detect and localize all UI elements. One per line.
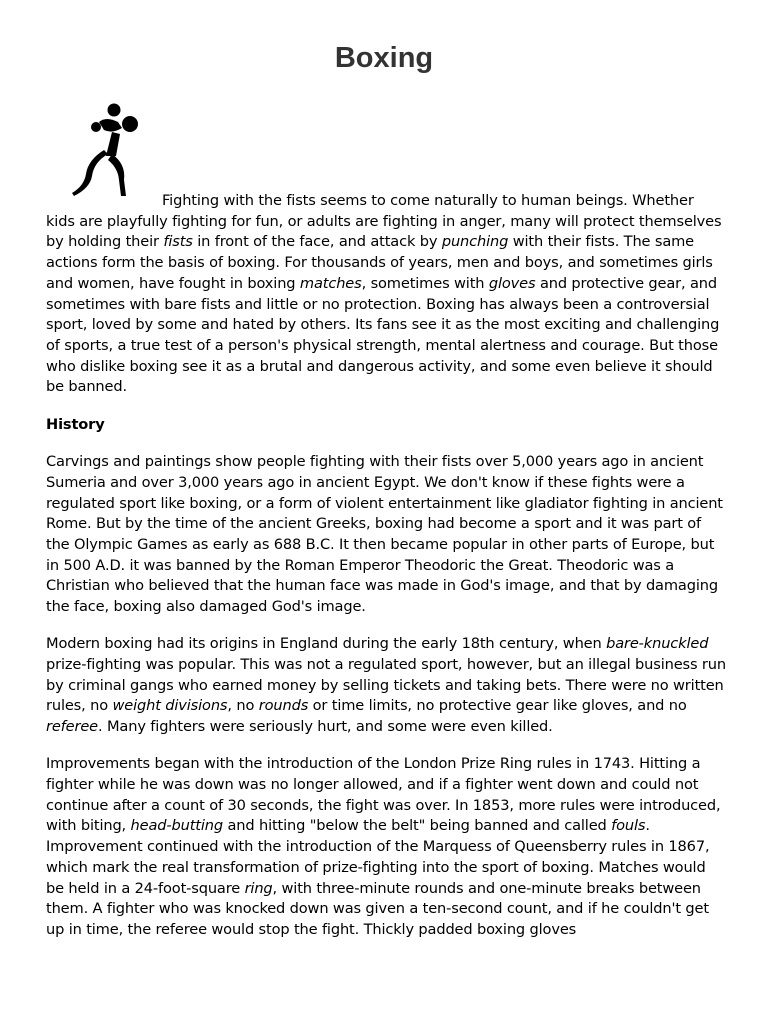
paragraph-3-text-run: head-butting <box>130 817 223 835</box>
paragraph-1 <box>46 452 726 618</box>
paragraph-2-text-run: . Many fighters were seriously hurt, and some were even killed. <box>98 718 553 736</box>
paragraph-3-text-run: and hitting "below the belt" being banned and called <box>222 817 612 835</box>
paragraph-1-text-run: Carvings and paintings show people fighting with their fists over 5,000 years ago in ancient Sumeria and over 3,000 years ago in ancient Egypt. We don't know if these fights were a regulated sport like boxing, or a form of violent entertainment like gladiator fighting in ancient Rome. But by the time of the ancient Greeks, boxing had become a sport and it was part of the Olympic Games as early as 688 B.C. It then became popular in other parts of Europe, but in 500 A.D. it was banned by the Roman Emperor Theodoric the Great. Theodoric was a Christian who believed that the human face was made in God's image, and that by damaging the face, boxing also damaged God's image. <box>46 453 723 616</box>
paragraph-3-text-run: Improvements began with the introduction of the London Prize Ring rules in 1743. Hitting a fighter while he was down was no longer allowed, and if a fighter went down and could not continue after a count of 30 seconds, the fight was over. In 1853, more rules were introduced, with biting, <box>46 755 721 835</box>
intro-text-run: , sometimes with <box>361 274 489 292</box>
section-heading-history: History <box>46 415 105 433</box>
paragraph-2-text-run: Modern boxing had its origins in England during the early 18th century, when <box>46 635 607 653</box>
paragraph-3-text-run: , with three-minute rounds and one-minute breaks between them. A fighter who was knocked down was given a ten-second count, and if he couldn't get up in time, the referee would stop the fight. Thickly padded boxing gloves <box>46 879 709 938</box>
paragraph-3-text-run: ring <box>244 879 273 897</box>
illustration <box>46 100 161 200</box>
page-title: Boxing <box>334 42 434 74</box>
intro-text-run: punching <box>441 233 509 251</box>
intro-paragraph <box>46 191 726 398</box>
boxer-pictogram-icon <box>66 100 146 200</box>
intro-text-run: matches <box>299 274 362 292</box>
intro-text-run: with their fists. The same actions form the basis of boxing. For thousands of years, men and boys, and sometimes girls and women, have fought in boxing <box>46 233 713 292</box>
paragraph-2-text-run: or time limits, no protective gear like gloves, and no <box>308 697 687 715</box>
intro-text-run: gloves <box>488 274 536 292</box>
intro-text-run: and protective gear, and sometimes with bare fists and little or no protection. Boxing has always been a controversial sport, loved by some and hated by others. Its fans see it as the most exciting and challenging of sports, a true test of a person's physical strength, mental alertness and courage. But those who dislike boxing see it as a brutal and dangerous activity, and some even believe it should be banned. <box>46 274 720 396</box>
intro-text-run: fists <box>163 233 193 251</box>
paragraph-2-text-run: bare-knuckled <box>606 635 709 653</box>
paragraph-2-text-run: , no <box>227 697 259 715</box>
paragraph-2-text-run: rounds <box>258 697 309 715</box>
paragraph-3-text-run: fouls <box>611 817 646 835</box>
intro-text-run: Fighting with the fists seems to come naturally to human beings. Whether kids are playfully fighting for fun, or adults are fighting in anger, many will protect themselves by holding their <box>46 192 722 251</box>
article-body <box>46 100 726 957</box>
paragraph-2-text-run: weight divisions <box>112 697 228 715</box>
paragraph-3-text-run: . Improvement continued with the introduction of the Marquess of Queensberry rules in 1867, which mark the real transformation of prize-fighting into the sport of boxing. Matches would be held in a 24-foot-square <box>46 817 710 897</box>
paragraph-2-text-run: referee <box>46 718 99 736</box>
paragraph-3 <box>46 754 726 940</box>
paragraph-2 <box>46 634 726 738</box>
paragraph-2-text-run: prize-fighting was popular. This was not a regulated sport, however, but an illegal business run by criminal gangs who earned money by selling tickets and taking bets. There were no written rules, no <box>46 656 726 715</box>
intro-text-run: in front of the face, and attack by <box>192 233 442 251</box>
